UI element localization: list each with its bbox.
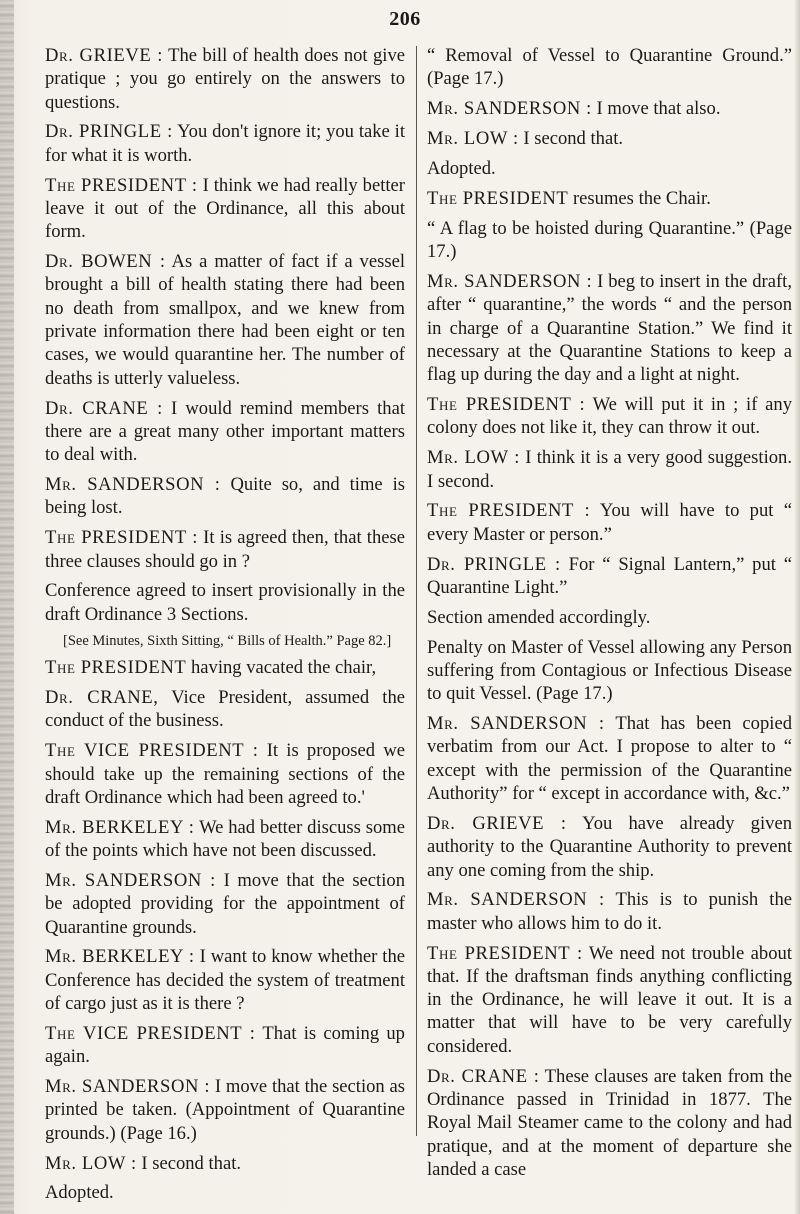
paragraph-text: That is coming up again. [45, 1022, 405, 1068]
paragraph [45, 1075, 405, 1145]
paragraph-text: This is to punish the master who allows him to do it. [427, 889, 792, 934]
paragraph [427, 157, 792, 180]
column-divider [416, 46, 417, 1136]
paragraph [427, 812, 792, 882]
speaker-name: Mr. SANDERSON : [427, 270, 593, 292]
paragraph-text: Penalty on Master of Vessel allowing any Person suffering from Contagious or Infectious Disease to quit Vessel. (Page 17.) [427, 636, 792, 705]
paragraph-text: I move that the section as printed be taken. (Appointment of Quarantine grounds.) (Page 16.) [45, 1076, 405, 1144]
page-number: 206 [389, 8, 421, 30]
paragraph [45, 579, 405, 626]
paragraph-text: Adopted. [427, 157, 496, 179]
speaker-name: Mr. SANDERSON : [45, 869, 216, 891]
paragraph-text: That has been copied verbatim from our Act. I propose to alter to “ except with the permission of the Quarantine Authority” for “ except in accordance with, &c.” [427, 713, 792, 805]
left-column [45, 44, 405, 1211]
paragraph-text: Conference agreed to insert provisionally in the draft Ordinance 3 Sections. [45, 580, 405, 625]
paragraph-text: The bill of health does not give pratique ; you go entirely on the answers to questions. [45, 45, 405, 113]
paragraph-text: I second that. [518, 128, 624, 150]
speaker-name: Dr. CRANE : [427, 1065, 540, 1087]
paragraph-text: Section amended accordingly. [427, 606, 651, 628]
speaker-name: Mr. SANDERSON : [45, 1076, 211, 1098]
paragraph-text: I second that. [136, 1152, 242, 1174]
paragraph-text: I think we had really better leave it out of the Ordinance, all this about form. [45, 174, 405, 243]
paragraph-text: Adopted. [45, 1182, 114, 1204]
paragraph-text: We need not trouble about that. If the draftsman finds anything conflicting in the Ordinance, he will leave it out. It is a matter that will have to be very carefully considered. [427, 942, 792, 1057]
paragraph [45, 120, 405, 167]
paragraph [45, 1181, 405, 1204]
paragraph-text: having vacated the chair, [186, 657, 377, 679]
speaker-name: Mr. SANDERSON : [427, 713, 605, 735]
speaker-name: Mr. SANDERSON : [427, 889, 605, 911]
citation-note [45, 633, 405, 650]
speaker-name: Dr. GRIEVE : [45, 45, 164, 66]
paragraph [45, 739, 405, 809]
binding-edge [0, 0, 14, 1214]
paragraph [45, 1022, 405, 1069]
paragraph-text: “ Removal of Vessel to Quarantine Ground.” (Page 17.) [427, 45, 792, 90]
paragraph-text: We will put it in ; if any colony does not like it, they can throw it out. [427, 394, 792, 439]
paragraph-text: I would remind members that there are a great many other important matters to deal with. [45, 397, 406, 466]
paragraph-text: I move that the section be adopted providing for the appointment of Quarantine grounds. [45, 869, 405, 938]
speaker-name: The PRESIDENT : [45, 174, 198, 196]
paragraph-text: It is agreed then, that these three clauses should go in ? [45, 527, 405, 572]
paragraph [45, 945, 405, 1015]
speaker-name: Dr. CRANE : [45, 397, 163, 419]
paragraph-text: You don't ignore it; you take it for what it is worth. [45, 121, 405, 166]
paragraph-text: I move that also. [591, 98, 721, 120]
paragraph [427, 97, 792, 120]
paragraph [427, 499, 792, 546]
paragraph [427, 636, 792, 706]
paragraph-text: You will have to put “ every Master or person.” [427, 500, 792, 545]
paragraph [427, 187, 792, 210]
speaker-name: Mr. LOW : [427, 128, 519, 150]
paragraph [45, 1152, 405, 1175]
paragraph [45, 397, 405, 467]
speaker-name: Dr. BOWEN : [45, 251, 166, 273]
paragraph-text: It is proposed we should take up the remaining sections of the draft Ordinance which had been agreed to.' [45, 740, 405, 808]
paragraph [45, 869, 405, 939]
speaker-name: The PRESIDENT : [427, 394, 586, 416]
paragraph-text: Vice President, assumed the conduct of the business. [45, 687, 405, 732]
paragraph-text: These clauses are taken from the Ordinance passed in Trinidad in 1877. The Royal Mail Steamer came to the colony and had pratique, and at the moment of departure she landed a case [427, 1065, 793, 1180]
right-column [427, 44, 792, 1188]
speaker-name: The PRESIDENT : [427, 500, 591, 522]
paragraph [427, 712, 792, 805]
speaker-name: Dr. GRIEVE : [427, 812, 567, 834]
paragraph-text: As a matter of fact if a vessel brought a bill of health stating there had been no death from smallpox, and we knew from private information there had been eight or ten cases, we would quarantine her. The number of deaths is utterly valueless. [45, 251, 405, 389]
paragraph [427, 393, 792, 440]
paragraph-text: “ A flag to be hoisted during Quarantine.” (Page 17.) [427, 217, 792, 263]
paragraph-text: [See Minutes, Sixth Sitting, “ Bills of Health.” Page 82.] [63, 632, 392, 649]
paragraph-text: I beg to insert in the draft, after “ quarantine,” the words “ and the person in charge of a Quarantine Station.” We find it necessary at the Quarantine Stations to keep a flag up during the day and a light at night. [427, 270, 792, 386]
paragraph [427, 446, 792, 493]
paragraph [427, 1065, 792, 1181]
paragraph [427, 606, 792, 629]
paragraph [427, 942, 792, 1058]
paragraph [45, 816, 405, 863]
paragraph [45, 656, 405, 679]
speaker-name: The VICE PRESIDENT : [45, 740, 259, 762]
speaker-name: Mr. SANDERSON : [427, 98, 592, 120]
speaker-name: The PRESIDENT : [45, 527, 199, 549]
speaker-name: Mr. BERKELEY : [45, 946, 195, 968]
paragraph [427, 553, 792, 600]
speaker-name: Dr. PRINGLE : [427, 553, 561, 575]
paragraph-text: resumes the Chair. [568, 187, 711, 209]
speaker-name: Mr. LOW : [427, 447, 520, 469]
paragraph-text: I think it is a very good suggestion. I second. [427, 447, 792, 492]
paragraph [427, 888, 792, 935]
paragraph [427, 44, 792, 91]
speaker-name: Dr. CRANE, [45, 687, 159, 709]
speaker-name: The VICE PRESIDENT : [45, 1022, 256, 1044]
paragraph [45, 174, 405, 244]
speaker-name: The PRESIDENT [45, 657, 187, 679]
paragraph [45, 526, 405, 573]
page-edge [794, 0, 800, 1214]
paragraph [45, 473, 405, 520]
speaker-name: Dr. PRINGLE : [45, 121, 173, 143]
paragraph [427, 270, 792, 386]
speaker-name: The PRESIDENT : [427, 942, 583, 964]
speaker-name: Mr. LOW : [45, 1152, 137, 1174]
paragraph-text: We had better discuss some of the points which have not been discussed. [45, 816, 405, 862]
paragraph-text: Quite so, and time is being lost. [45, 474, 406, 519]
paragraph [45, 686, 405, 733]
paragraph [45, 250, 405, 390]
speaker-name: The PRESIDENT [427, 187, 569, 209]
paragraph [427, 127, 792, 150]
paragraph-text: You have already given authority to the Quarantine Authority to prevent any one coming from the ship. [427, 812, 792, 881]
paragraph [45, 44, 405, 114]
paragraph [427, 217, 792, 264]
speaker-name: Mr. SANDERSON : [45, 474, 221, 496]
paragraph-text: I want to know whether the Conference has decided the system of treatment of cargo just as it is there ? [45, 946, 405, 1014]
paragraph-text: For “ Signal Lantern,” put “ Quarantine Light.” [427, 553, 792, 598]
speaker-name: Mr. BERKELEY : [45, 816, 195, 838]
